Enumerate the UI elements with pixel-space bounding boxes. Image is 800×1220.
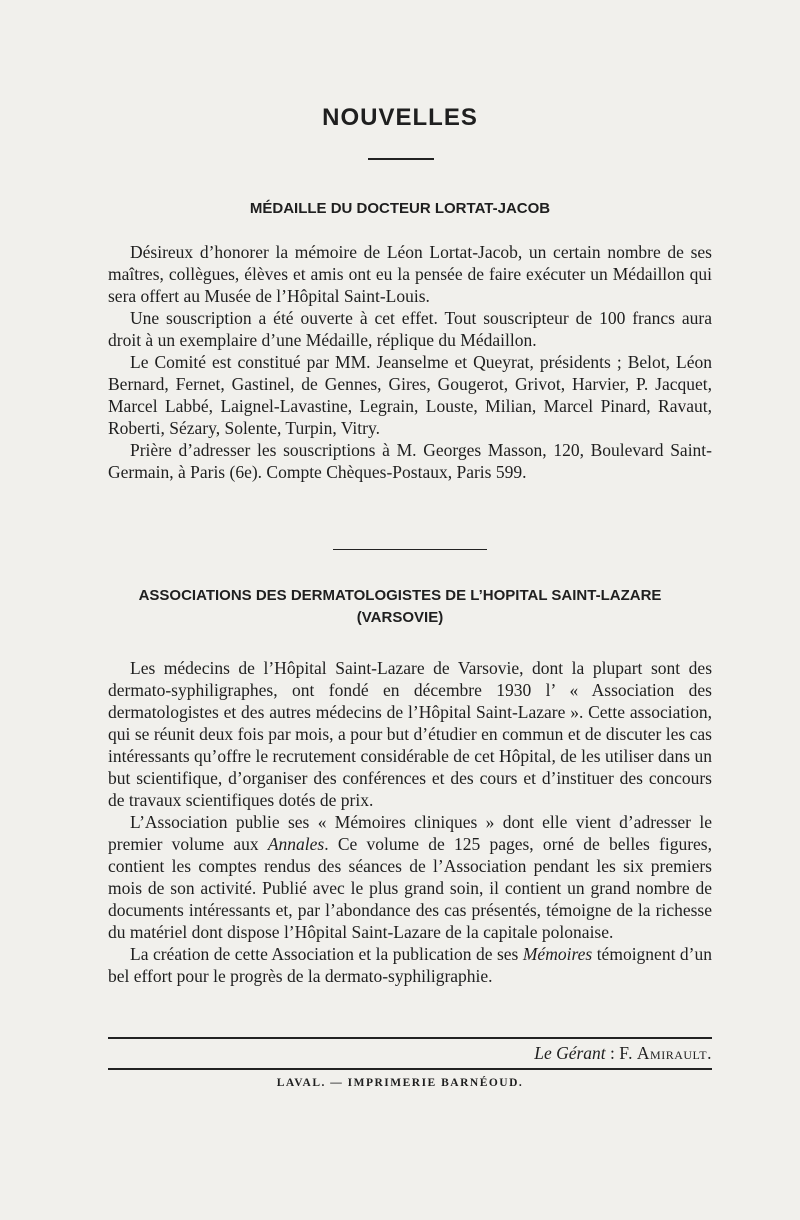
- section-title-associations-line2: (VARSOVIE): [356, 609, 444, 626]
- gerant-separator: :: [605, 1043, 620, 1063]
- page-title: NOUVELLES: [322, 104, 478, 131]
- gerant-name: F. Amirault.: [619, 1043, 712, 1063]
- paragraph-associations-3: [108, 943, 712, 987]
- section-body-medaille: [108, 241, 712, 483]
- paragraph-associations-3-start: La création de cette Association et la publication de ses: [130, 944, 523, 964]
- paragraph-associations-2: [108, 811, 712, 943]
- memoires-italic: Mémoires: [522, 944, 593, 964]
- annales-italic: Annales: [267, 834, 325, 854]
- title-rule: [368, 158, 434, 160]
- paragraph-associations-3-end: témoignent d’un bel effort pour le progrès de la dermato-syphiligraphie.: [108, 944, 713, 986]
- paragraph-medaille-1: Désireux d’honorer la mémoire de Léon Lortat-Jacob, un certain nombre de ses maîtres, collègues, élèves et amis ont eu la pensée de faire exécuter un Médaillon qui sera offert au Musée de l’Hôpital Saint-Louis.: [108, 242, 712, 306]
- gerant-line: [108, 1041, 712, 1065]
- footer-rule-top: [108, 1037, 712, 1039]
- gerant-label: Le Gérant: [534, 1043, 606, 1063]
- section-body-associations: [108, 657, 712, 987]
- paragraph-associations-2-start: L’Association publie ses « Mémoires cliniques » dont elle vient d’adresser le premier volume aux: [108, 812, 712, 854]
- section-title-associations-line1: ASSOCIATIONS DES DERMATOLOGISTES DE L’HOPITAL SAINT-LAZARE: [138, 587, 662, 604]
- paragraph-associations-2-end: . Ce volume de 125 pages, orné de belles figures, contient les comptes rendus des séances de l’Association pendant les six premiers mois de son activité. Publié avec le plus grand soin, il contient un grand nombre de documents intéressants et, par l’abondance des cas présentés, témoigne de la richesse du matériel dont dispose l’Hôpital Saint-Lazare de la capitale polonaise.: [108, 834, 712, 942]
- section-title-medaille: [0, 198, 800, 220]
- section-divider: [333, 549, 487, 550]
- paragraph-medaille-4: Prière d’adresser les souscriptions à M. Georges Masson, 120, Boulevard Saint-Germain, à Paris (6e). Compte Chèques-Postaux, Paris 599.: [108, 440, 712, 482]
- section-title-associations: [0, 585, 800, 629]
- paragraph-associations-1: Les médecins de l’Hôpital Saint-Lazare de Varsovie, dont la plupart sont des dermato-syphiligraphes, ont fondé en décembre 1930 l’ « Association des dermatologistes et des autres médecins de l’Hôpital Saint-Lazare ». Cette association, qui se réunit deux fois par mois, a pour but d’étudier en commun et de discuter les cas intéressants qu’offre le recrutement considérable de cet Hôpital, de les utiliser dans un but scientifique, d’organiser des conférences et des cours et d’instituer des concours de travaux scientifiques dotés de prix.: [108, 658, 712, 810]
- paragraph-medaille-2: Une souscription a été ouverte à cet effet. Tout souscripteur de 100 francs aura droit à un exemplaire d’une Médaille, réplique du Médaillon.: [108, 308, 712, 350]
- section-title-medaille-text: MÉDAILLE DU DOCTEUR LORTAT-JACOB: [249, 200, 551, 217]
- paragraph-medaille-3: Le Comité est constitué par MM. Jeanselme et Queyrat, présidents ; Belot, Léon Bernard, Fernet, Gastinel, de Gennes, Gires, Gougerot, Grivot, Harvier, P. Jacquet, Marcel Labbé, Laignel-Lavastine, Legrain, Louste, Milian, Marcel Pinard, Ravaut, Roberti, Sézary, Solente, Turpin, Vitry.: [108, 352, 712, 438]
- footer-rule-bottom: [108, 1068, 712, 1070]
- printer-imprint: LAVAL. — IMPRIMERIE BARNÉOUD.: [276, 1077, 524, 1089]
